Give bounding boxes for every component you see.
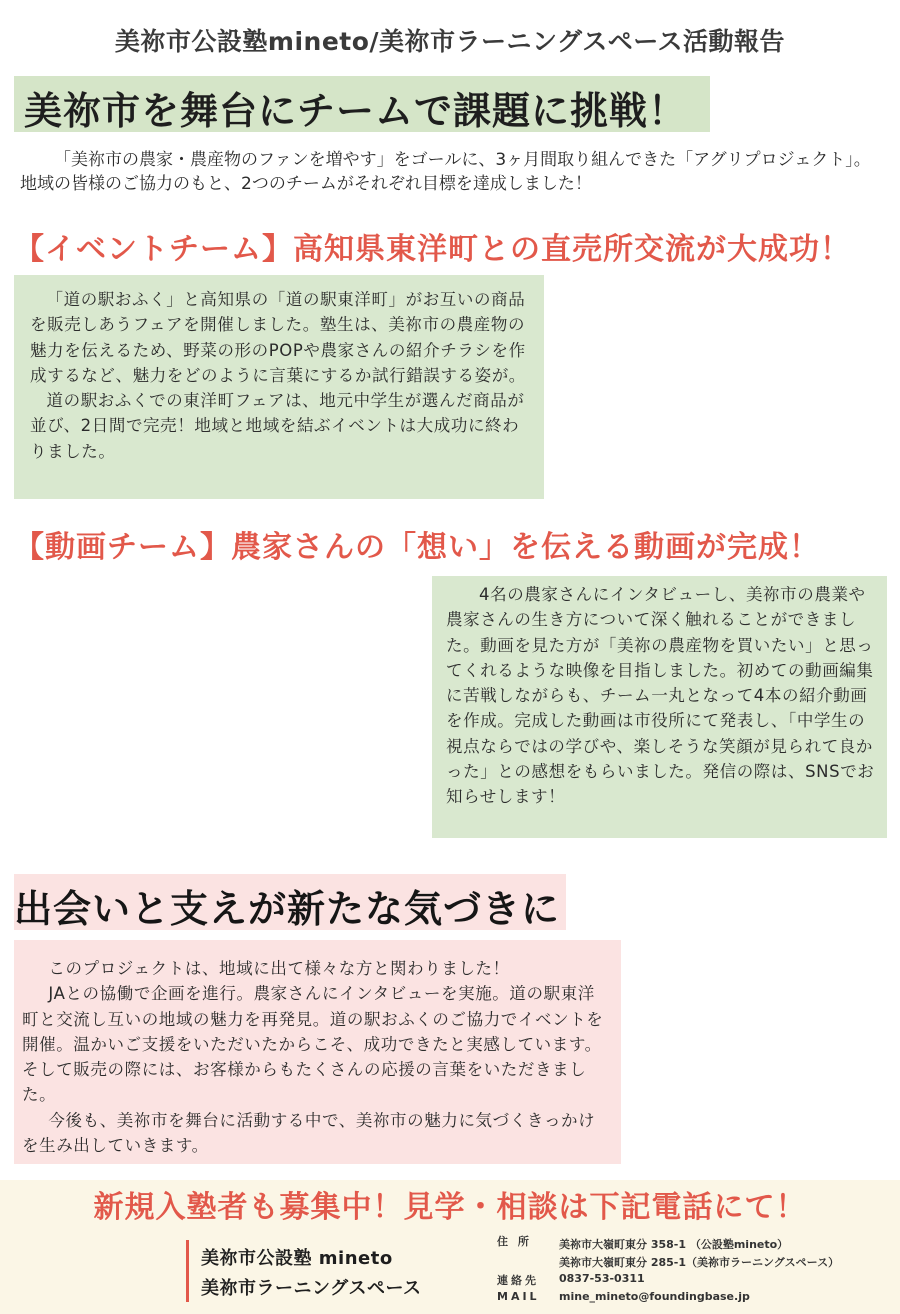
video-team-paragraph: 4名の農家さんにインタビューし、美祢市の農業や農家さんの生き方について深く触れることができました。動画を見た方が「美祢の農産物を買いたい」と思ってくれるような映像を目指しました。初めての動画編集に苦戦しながらも、チーム一丸となって4本の紹介動画を作成。完成した動画は市役所にて発表し、「中学生の視点ならではの学びや、楽しそうな笑顔が見られて良かった」との感想をもらいました。発信の際は、SNSでお知らせします！ xyxy=(446,585,875,807)
event-team-heading: 【イベントチーム】高知県東洋町との直売所交流が大成功！ xyxy=(14,232,851,267)
reflection-paragraph-1: このプロジェクトは、地域に出て様々な方と関わりました！ xyxy=(48,959,510,978)
brand-name-mineto: 美祢市公設塾 mineto xyxy=(201,1248,393,1269)
event-team-text-box xyxy=(14,275,544,499)
main-headline: 美祢市を舞台にチームで課題に挑戦！ xyxy=(24,89,688,133)
video-team-heading: 【動画チーム】農家さんの「想い」を伝える動画が完成！ xyxy=(14,530,820,565)
phone-number: 0837-53-0311 xyxy=(559,1272,645,1285)
event-team-paragraph-1: 「道の駅おふく」と高知県の「道の駅東洋町」がお互いの商品を販売しあうフェアを開催しました。塾生は、美祢市の農産物の魅力を伝えるため、野菜の形のPOPや農家さんの紹介チラシを作成するなど、魅力をどのように言葉にするか試行錯誤する姿が。 xyxy=(30,290,526,385)
reflection-heading: 出会いと支えが新たな気づきに xyxy=(14,887,561,931)
reflection-text-box xyxy=(14,940,621,1164)
contact-label: 連絡先 xyxy=(497,1274,539,1287)
reflection-paragraph-3: 今後も、美祢市を舞台に活動する中で、美祢市の魅力に気づくきっかけを生み出していきます。 xyxy=(22,1110,596,1156)
address-line-2: 美祢市大嶺町東分 285-1（美祢市ラーニングスペース） xyxy=(559,1256,840,1269)
mail-label: MAIL xyxy=(497,1290,540,1303)
brand-name-learning-space: 美祢市ラーニングスペース xyxy=(201,1278,422,1299)
intro-paragraph: 「美祢市の農家・農産物のファンを増やす」をゴールに、3ヶ月間取り組んできた「アグリプロジェクト」。地域の皆様のご協力のもと、2つのチームがそれぞれ目標を達成しました！ xyxy=(20,150,871,194)
recruit-banner: 新規入塾者も募集中！見学・相談は下記電話にて！ xyxy=(93,1190,807,1225)
address-line-1: 美祢市大嶺町東分 358-1 （公設塾mineto） xyxy=(559,1238,789,1251)
report-title: 美祢市公設塾mineto/美祢市ラーニングスペース活動報告 xyxy=(114,27,786,56)
reflection-paragraph-2: JAとの協働で企画を進行。農家さんにインタビューを実施。道の駅東洋町と交流し互いの地域の魅力を再発見。道の駅おふくのご協力でイベントを開催。温かいご支援をいただいたからこそ、成功できたと実感しています。そして販売の際には、お客様からもたくさんの応援の言葉をいただきました。 xyxy=(22,984,604,1105)
brand-divider xyxy=(186,1240,189,1302)
email-address[interactable]: mine_mineto@foundingbase.jp xyxy=(559,1290,750,1303)
address-label: 住 所 xyxy=(497,1235,532,1248)
event-team-paragraph-2: 道の駅おふくでの東洋町フェアは、地元中学生が選んだ商品が並び、2日間で完売！地域と地域を結ぶイベントは大成功に終わりました。 xyxy=(30,391,525,461)
video-team-text-box xyxy=(432,576,887,838)
